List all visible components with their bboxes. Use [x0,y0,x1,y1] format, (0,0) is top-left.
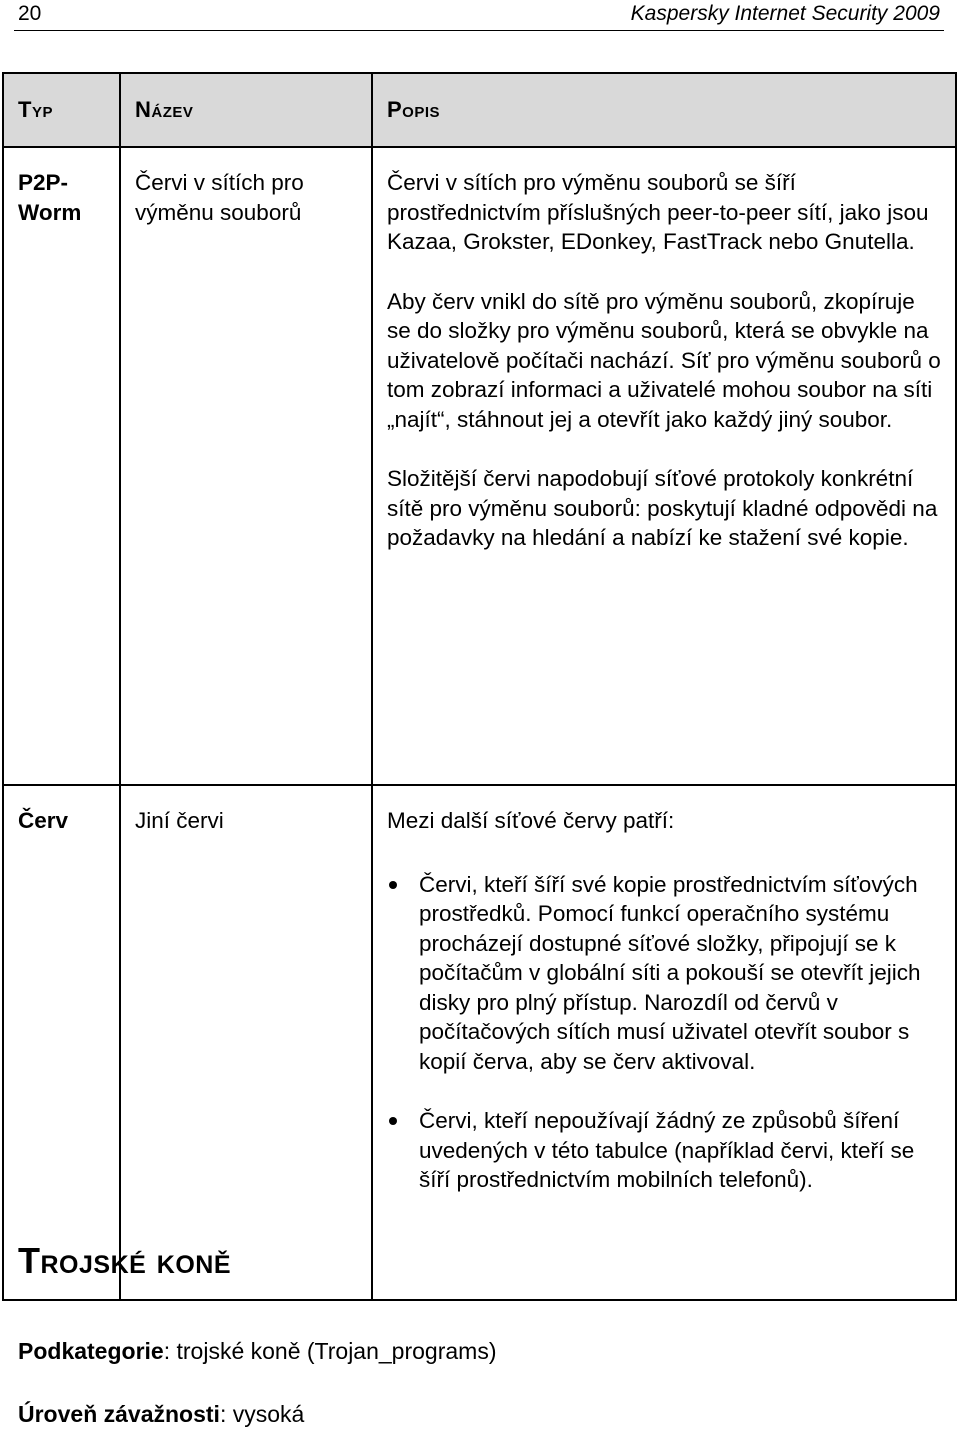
table-row [3,785,956,1300]
bullet-icon [389,1117,397,1125]
column-header-type: Typ [3,73,120,147]
severity-value: : vysoká [219,1401,305,1427]
table-row [3,147,956,785]
description-paragraph: Červi v sítích pro výměnu souborů se šíří prostřednictvím příslušných peer-to-peer sítí, jako jsou Kazaa, Grokster, EDonkey, FastTrack nebo Gnutella. [387,170,929,254]
name-cell: Jiní červi [120,785,372,1300]
description-paragraph: Aby červ vnikl do sítě pro výměnu souborů, zkopíruje se do složky pro výměnu souborů, která se obvykle na uživatelově počítači nachází. Síť pro výměnu souborů o tom zobrazí informaci a uživatelé mohou soubor na síti „najít“, stáhnout jej a otevřít jako každý jiný soubor. [387,288,941,432]
subcategory-label: Podkategorie [18,1338,164,1364]
page-header [14,0,944,31]
section-title: Trojské koně [18,1240,232,1281]
description-paragraph: Složitější červi napodobují síťové protokoly konkrétní sítě pro výměnu souborů: poskytují kladné odpovědi na požadavky na hledání a nabízí ke stažení své kopie. [387,466,938,550]
description-cell [372,785,956,1300]
list-item [387,870,941,1077]
description-intro: Mezi další síťové červy patří: [387,808,675,833]
type-cell: P2P-Worm [3,147,120,785]
description-cell [372,147,956,785]
list-item [387,1106,941,1195]
bullet-list [387,870,941,1195]
name-cell: Červi v sítích pro výměnu souborů [120,147,372,785]
list-item-text: Červi, kteří nepoužívají žádný ze způsobů šíření uvedených v této tabulce (například červi, kteří se šíří prostřednictvím mobilních telefonů). [419,1108,915,1192]
book-title: Kaspersky Internet Security 2009 [630,2,940,25]
column-header-description: Popis [372,73,956,147]
column-header-name: Název [120,73,372,147]
page-number: 20 [18,2,42,25]
severity-line [18,1401,304,1428]
list-item-text: Červi, kteří šíří své kopie prostřednictvím síťových prostředků. Pomocí funkcí operačního systému procházejí dostupné síťové složky, připojují se k počítačům v globální síti a pokouší se otevřít jejich disky pro plný přístup. Narozdíl od červů v počítačových sítích musí uživatel otevřít soubor s kopií červa, aby se červ aktivoval. [419,871,921,1074]
severity-label: Úroveň závažnosti [18,1401,220,1427]
subcategory-value: : trojské koně (Trojan_programs) [163,1338,497,1364]
subcategory-line [18,1338,497,1365]
table-header-row [3,73,956,147]
worm-types-table [2,72,957,1301]
type-cell: Červ [3,785,120,1300]
bullet-icon [389,881,397,889]
